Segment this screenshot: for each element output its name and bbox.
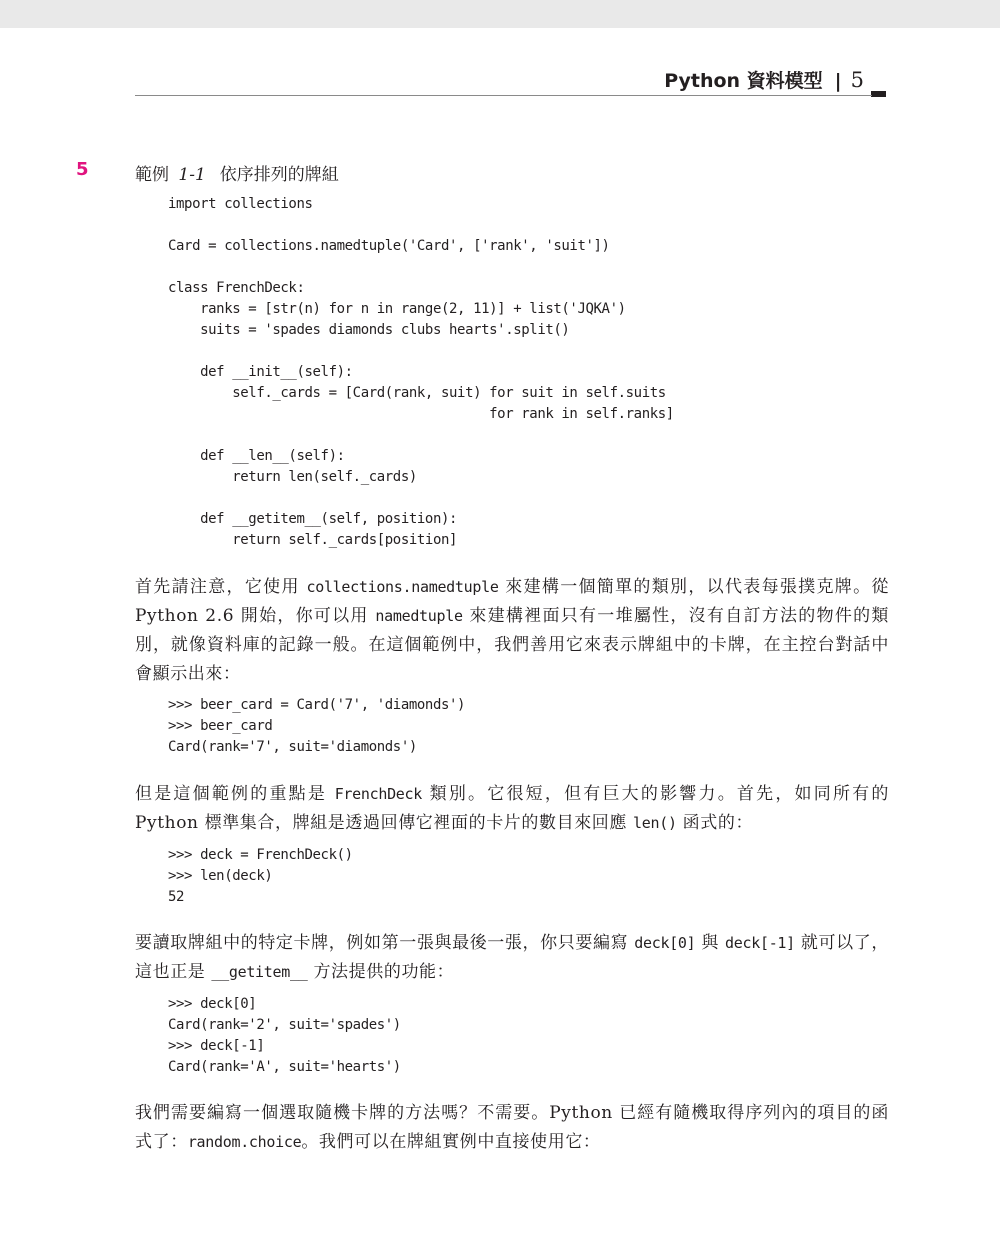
inline-code: collections.namedtuple xyxy=(306,578,499,596)
top-band xyxy=(0,0,1000,28)
inline-code: FrenchDeck xyxy=(334,785,422,803)
inline-code: deck[0] xyxy=(634,934,696,952)
text: 要讀取牌組中的特定卡牌，例如第一張與最後一張，你只要編寫 xyxy=(135,933,635,953)
paragraph-namedtuple xyxy=(135,573,889,689)
paragraph-frenchdeck xyxy=(135,780,889,838)
text: 首先請注意，它使用 xyxy=(135,577,307,597)
example-caption xyxy=(135,160,339,185)
inline-code: random.choice xyxy=(187,1133,302,1151)
code-block-frenchdeck: import collections Card = collections.namedtuple('Card', ['rank', 'suit']) class FrenchDeck: ranks = [str(n) for n in range(2, 11)] + list('JQKA') suits = 'spades diamonds clubs hearts'.split() def __init__(self): self._cards = [Card(rank, suit) for suit in self.suits for rank in self.ranks] def __len__(self): return len(self._cards) def __getitem__(self, position): return self._cards[position] xyxy=(168,196,674,548)
text: 。我們可以在牌組實例中直接使用它： xyxy=(301,1132,601,1152)
text: 函式的： xyxy=(676,813,754,833)
text: 方法提供的功能： xyxy=(307,962,455,982)
code-block-len-deck: >>> deck = FrenchDeck() >>> len(deck) 52 xyxy=(168,847,353,905)
text: 來建構一個簡單的類別，以代表每張撲克牌。從 Python 2.6 開始，你可以用 xyxy=(135,577,890,626)
header-rule xyxy=(135,95,872,96)
text: 與 xyxy=(695,933,726,953)
paragraph-getitem xyxy=(135,929,889,987)
code-block-beer-card: >>> beer_card = Card('7', 'diamonds') >>> beer_card Card(rank='7', suit='diamonds') xyxy=(168,697,466,755)
example-prefix: 範例 xyxy=(135,165,169,185)
inline-code: namedtuple xyxy=(375,607,463,625)
text: 但是這個範例的重點是 xyxy=(135,784,335,804)
header-separator: | xyxy=(834,70,842,92)
text: 來建構裡面只有一堆屬性，沒有自訂方法的物件的類別，就像資料庫的記錄一般。在這個範例中，我們善用它來表示牌組中的卡牌，在主控台對話中會顯示出來： xyxy=(135,606,889,684)
inline-code: deck[-1] xyxy=(725,934,795,952)
text: 就可以了，這也正是 xyxy=(135,933,889,982)
text: 我們需要編寫一個選取隨機卡牌的方法嗎？不需要。Python 已經有隨機取得序列內的項目的函式了： xyxy=(135,1103,889,1152)
running-header xyxy=(664,66,864,93)
margin-callout-number: 5 xyxy=(76,159,89,180)
corner-mark xyxy=(871,91,886,97)
inline-code: len() xyxy=(633,814,677,832)
inline-code: __getitem__ xyxy=(211,963,308,981)
paragraph-random-choice xyxy=(135,1099,889,1157)
page-number: 5 xyxy=(850,68,864,92)
chapter-title: Python 資料模型 xyxy=(664,70,823,92)
example-number: 1-1 xyxy=(178,165,206,185)
text: 類別。它很短，但有巨大的影響力。首先，如同所有的 Python 標準集合，牌組是透過回傳它裡面的卡片的數目來回應 xyxy=(135,784,889,833)
code-block-index-deck: >>> deck[0] Card(rank='2', suit='spades') >>> deck[-1] Card(rank='A', suit='hearts') xyxy=(168,996,401,1075)
example-caption-text: 依序排列的牌組 xyxy=(219,165,339,185)
